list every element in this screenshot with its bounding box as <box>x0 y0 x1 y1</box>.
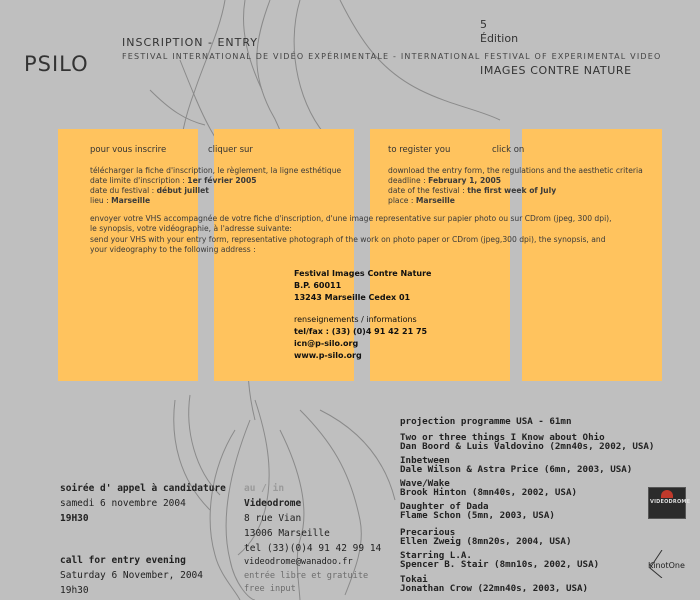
film-credit: Dan Boord & Luis Valdovino (2mn40s, 2002, USA) <box>400 441 655 452</box>
venue-city: 13006 Marseille <box>244 528 330 539</box>
info-label: renseignements / informations <box>294 315 417 324</box>
fr-deadline-label: date limite d'inscription : <box>90 176 188 185</box>
videodrome-logo-icon <box>661 490 673 498</box>
address-city: 13243 Marseille Cedex 01 <box>294 293 411 302</box>
fr-place-label: lieu : <box>90 196 112 205</box>
fr-deadline-value: 1er février 2005 <box>187 176 257 185</box>
fr-click-label[interactable]: cliquer sur <box>208 145 253 155</box>
en-register-label: to register you <box>388 145 451 155</box>
kinotone-logo[interactable] <box>648 550 690 578</box>
fr-deadline-line <box>90 176 257 186</box>
programme-title: projection programme USA - 61mn <box>400 416 572 427</box>
address-name: Festival Images Contre Nature <box>294 269 432 278</box>
fr-festival-date-label: date du festival : <box>90 186 157 195</box>
fr-download-line: télécharger la fiche d'inscription, le règlement, la ligne esthétique <box>90 166 342 175</box>
contact-website[interactable]: www.p-silo.org <box>294 351 362 360</box>
en-body-line-1: send your VHS with your entry form, representative photograph of the work on photo paper or CDrom (jpeg,300 dpi), the synopsis, and <box>90 235 606 244</box>
soiree-date: samedi 6 novembre 2004 <box>60 498 186 509</box>
videodrome-logo[interactable] <box>648 487 691 519</box>
film-title: Starring L.A. <box>400 550 472 561</box>
psilo-logo[interactable]: PSILO <box>24 52 89 76</box>
film-title: Wave/Wake <box>400 478 450 489</box>
en-place-label: place : <box>388 196 416 205</box>
videodrome-logo-text: VIDEODROME <box>650 499 691 505</box>
film-title: Two or three things I Know about Ohio <box>400 432 605 443</box>
en-deadline-line <box>388 176 501 186</box>
page-title: INSCRIPTION - ENTRY <box>122 36 259 49</box>
call-date-en: Saturday 6 November, 2004 <box>60 570 203 581</box>
fr-festival-date-value: début juillet <box>156 186 209 195</box>
en-download-line: download the entry form, the regulations and the aesthetic criteria <box>388 166 643 175</box>
venue-au-in: au / in <box>244 483 285 494</box>
contact-email[interactable]: icn@p-silo.org <box>294 339 359 348</box>
film-title: Precarious <box>400 527 456 538</box>
kinotone-logo-text: KinotOne <box>648 561 685 570</box>
en-place-value: Marseille <box>415 196 455 205</box>
film-credit: Jonathan Crow (22mn40s, 2003, USA) <box>400 583 589 594</box>
venue-tel: tel (33)(0)4 91 42 99 14 <box>244 543 382 554</box>
venue-email[interactable]: videodrome@wanadoo.fr <box>244 557 353 567</box>
address-box: B.P. 60011 <box>294 281 342 290</box>
fr-place-line <box>90 196 150 206</box>
venue-entry-en: free input <box>244 584 296 594</box>
en-festival-date-value: the first week of July <box>467 186 557 195</box>
film-title: Daughter of Dada <box>400 501 489 512</box>
fr-register-label: pour vous inscrire <box>90 145 167 155</box>
festival-name: IMAGES CONTRE NATURE <box>480 64 632 77</box>
en-festival-date-line <box>388 186 556 196</box>
film-credit: Brook Hinton (8mn40s, 2002, USA) <box>400 487 578 498</box>
soiree-time: 19H30 <box>60 513 89 524</box>
en-place-line <box>388 196 455 206</box>
edition-number: 5 <box>480 18 487 31</box>
en-body-line-2: your videography to the following address : <box>90 245 256 254</box>
film-credit: Spencer B. Stair (8mn10s, 2002, USA) <box>400 559 600 570</box>
film-credit: Dale Wilson & Astra Price (6mn, 2003, USA) <box>400 464 633 475</box>
fr-body-line-1: envoyer votre VHS accompagnée de votre fiche d'inscription, d'une image representative sur papier photo ou sur CDrom (jpeg, 300 dpi), <box>90 214 612 223</box>
edition-word: Édition <box>480 32 519 45</box>
call-time-en: 19h30 <box>60 585 89 596</box>
fr-festival-date-line <box>90 186 209 196</box>
venue-street: 8 rue Vian <box>244 513 302 524</box>
en-click-label[interactable]: click on <box>492 145 525 155</box>
venue-name: Videodrome <box>244 498 302 509</box>
en-deadline-label: deadline : <box>388 176 429 185</box>
venue-entry-fr: entrée libre et gratuite <box>244 571 369 581</box>
en-deadline-value: February 1, 2005 <box>428 176 502 185</box>
film-credit: Ellen Zweig (8mn20s, 2004, USA) <box>400 536 572 547</box>
fr-body-line-2: le synopsis, votre vidéographie, à l'adresse suivante: <box>90 224 292 233</box>
film-title: Tokai <box>400 574 428 585</box>
call-title-en: call for entry evening <box>60 555 186 566</box>
film-title: Inbetween <box>400 455 450 466</box>
contact-tel: tel/fax : (33) (0)4 91 42 21 75 <box>294 327 428 336</box>
fr-place-value: Marseille <box>111 196 151 205</box>
en-festival-date-label: date of the festival : <box>388 186 468 195</box>
soiree-title: soirée d' appel à candidature <box>60 483 226 494</box>
film-credit: Flame Schon (5mn, 2003, USA) <box>400 510 555 521</box>
page-subtitle: FESTIVAL INTERNATIONAL DE VIDÉO EXPÉRIMENTALE - INTERNATIONAL FESTIVAL OF EXPERIMENTAL VIDEO <box>122 52 662 61</box>
